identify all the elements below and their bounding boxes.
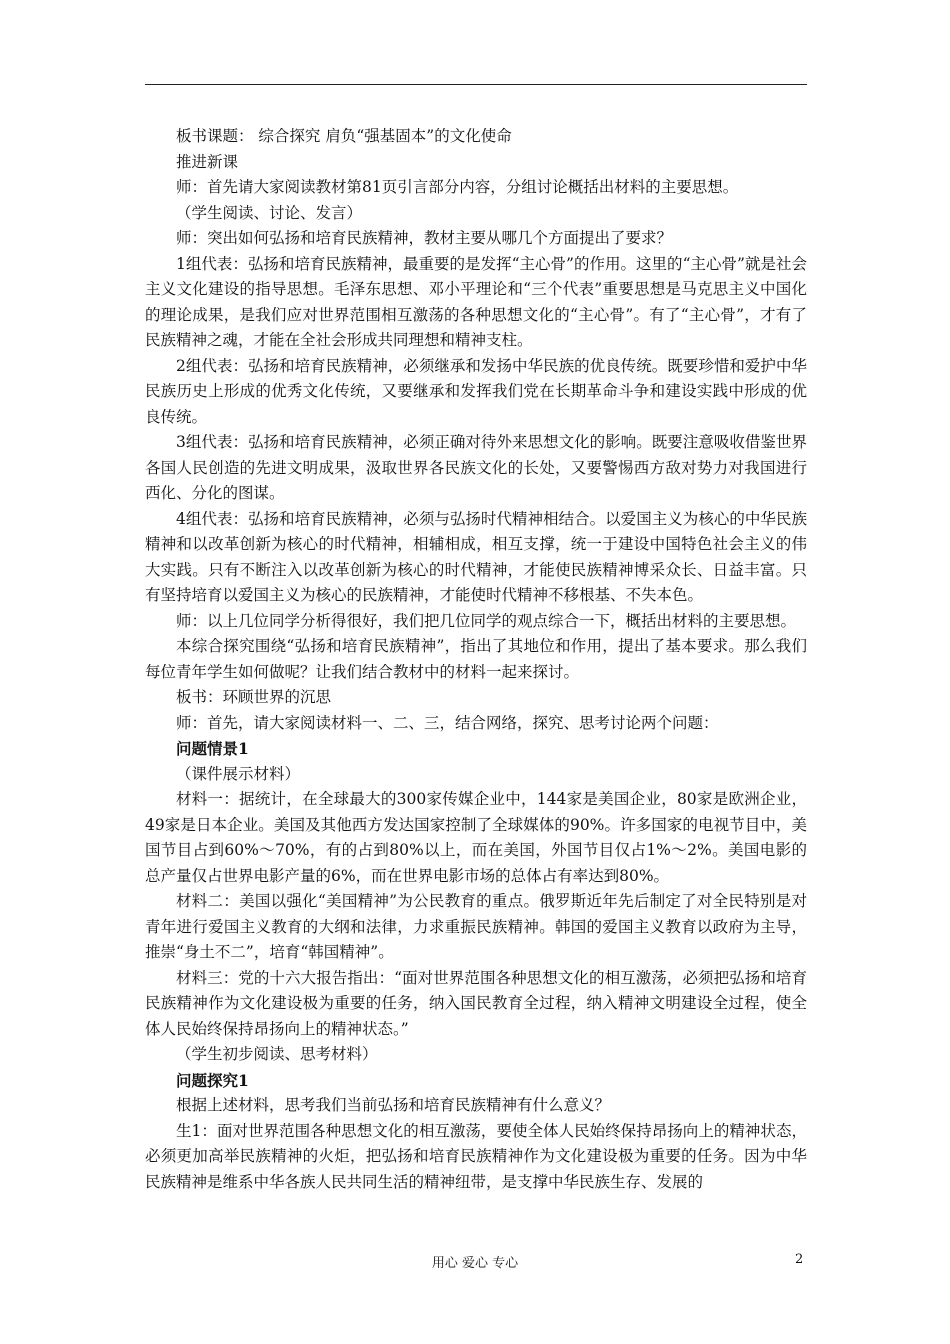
paragraph: 本综合探究围绕“弘扬和培育民族精神”，指出了其地位和作用，提出了基本要求。那么我们每位青年学生如何做呢？让我们结合教材中的材料一起来探讨。 bbox=[145, 637, 807, 681]
paragraph: （课件展示材料） bbox=[176, 764, 301, 783]
paragraph: 师：突出如何弘扬和培育民族精神，教材主要从哪几个方面提出了要求？ bbox=[176, 229, 673, 247]
section-heading: 问题情景1 bbox=[176, 739, 249, 758]
paragraph: 材料二：美国以强化“美国精神”为公民教育的重点。俄罗斯近年先后制定了对全民特别是对青年进行爱国主义教育的大纲和法律，力求重振民族精神。韩国的爱国主义教育以政府为主导，推崇“身土不二”，培育“韩国精神”。 bbox=[145, 892, 807, 961]
footer-motto: 用心 爱心 专心 bbox=[431, 1256, 519, 1271]
document-body bbox=[145, 124, 807, 1195]
paragraph: 师：首先请大家阅读教材第81页引言部分内容，分组讨论概括出材料的主要思想。 bbox=[176, 178, 739, 196]
paragraph: 4组代表：弘扬和培育民族精神，必须与弘扬时代精神相结合。以爱国主义为核心的中华民族精神和以改革创新为核心的时代精神，相辅相成，相互支撑，统一于建设中国特色社会主义的伟大实践。只有不断注入以改革创新为核心的时代精神，才能使民族精神博采众长、日益丰富。只有坚持培育以爱国主义为核心的民族精神，才能使时代精神不移根基、不失本色。 bbox=[145, 509, 807, 604]
paragraph: 材料三：党的十六大报告指出：“面对世界范围各种思想文化的相互激荡，必须把弘扬和培育民族精神作为文化建设极为重要的任务，纳入国民教育全过程，纳入精神文明建设全过程，使全体人民始终保持昂扬向上的精神状态。” bbox=[145, 968, 807, 1038]
paragraph: 3组代表：弘扬和培育民族精神，必须正确对待外来思想文化的影响。既要注意吸收借鉴世界各国人民创造的先进文明成果，汲取世界各民族文化的长处，又要警惕西方敌对势力对我国进行西化、分化的图谋。 bbox=[145, 433, 807, 502]
paragraph: 1组代表：弘扬和培育民族精神，最重要的是发挥“主心骨”的作用。这里的“主心骨”就是社会主义文化建设的指导思想。毛泽东思想、邓小平理论和“三个代表”重要思想是马克思主义中国化的理论成果，是我们应对世界范围相互激荡的各种思想文化的“主心骨”。有了“主心骨”，才有了民族精神之魂，才能在全社会形成共同理想和精神支柱。 bbox=[145, 254, 807, 349]
paragraph: 板书：环顾世界的沉思 bbox=[176, 688, 332, 706]
paragraph: 生1：面对世界范围各种思想文化的相互激荡，要使全体人民始终保持昂扬向上的精神状态，必须更加高举民族精神的火炬，把弘扬和培育民族精神作为文化建设极为重要的任务。因为中华民族精神是维系中华各族人民共同生活的精神纽带，是支撑中华民族生存、发展的 bbox=[145, 1121, 807, 1191]
paragraph: 师：首先，请大家阅读材料一、二、三，结合网络，探究、思考讨论两个问题： bbox=[176, 713, 719, 732]
paragraph: 师：以上几位同学分析得很好，我们把几位同学的观点综合一下，概括出材料的主要思想。 bbox=[176, 611, 797, 630]
page-number: 2 bbox=[795, 1252, 804, 1267]
paragraph: （学生初步阅读、思考材料） bbox=[176, 1045, 378, 1063]
paragraph: 板书课题： 综合探究 肩负“强基固本”的文化使命 bbox=[176, 127, 512, 145]
paragraph: 2组代表：弘扬和培育民族精神，必须继承和发扬中华民族的优良传统。既要珍惜和爱护中华民族历史上形成的优秀文化传统，又要继承和发挥我们党在长期革命斗争和建设实践中形成的优良传统。 bbox=[145, 356, 807, 426]
paragraph: 推进新课 bbox=[176, 152, 239, 171]
paragraph: 材料一：据统计，在全球最大的300家传媒企业中，144家是美国企业，80家是欧洲企业，49家是日本企业。美国及其他西方发达国家控制了全球媒体的90%。许多国家的电视节目中，美国节目占到60%～70%，有的占到80%以上，而在美国，外国节目仅占1%～2%。美国电影的总产量仅占世界电影产量的6%，而在世界电影市场的总体占有率达到80%。 bbox=[145, 790, 807, 885]
section-heading: 问题探究1 bbox=[176, 1070, 249, 1090]
paragraph: （学生阅读、讨论、发言） bbox=[176, 203, 363, 222]
header-rule bbox=[145, 84, 807, 85]
paragraph: 根据上述材料，思考我们当前弘扬和培育民族精神有什么意义？ bbox=[176, 1096, 611, 1114]
